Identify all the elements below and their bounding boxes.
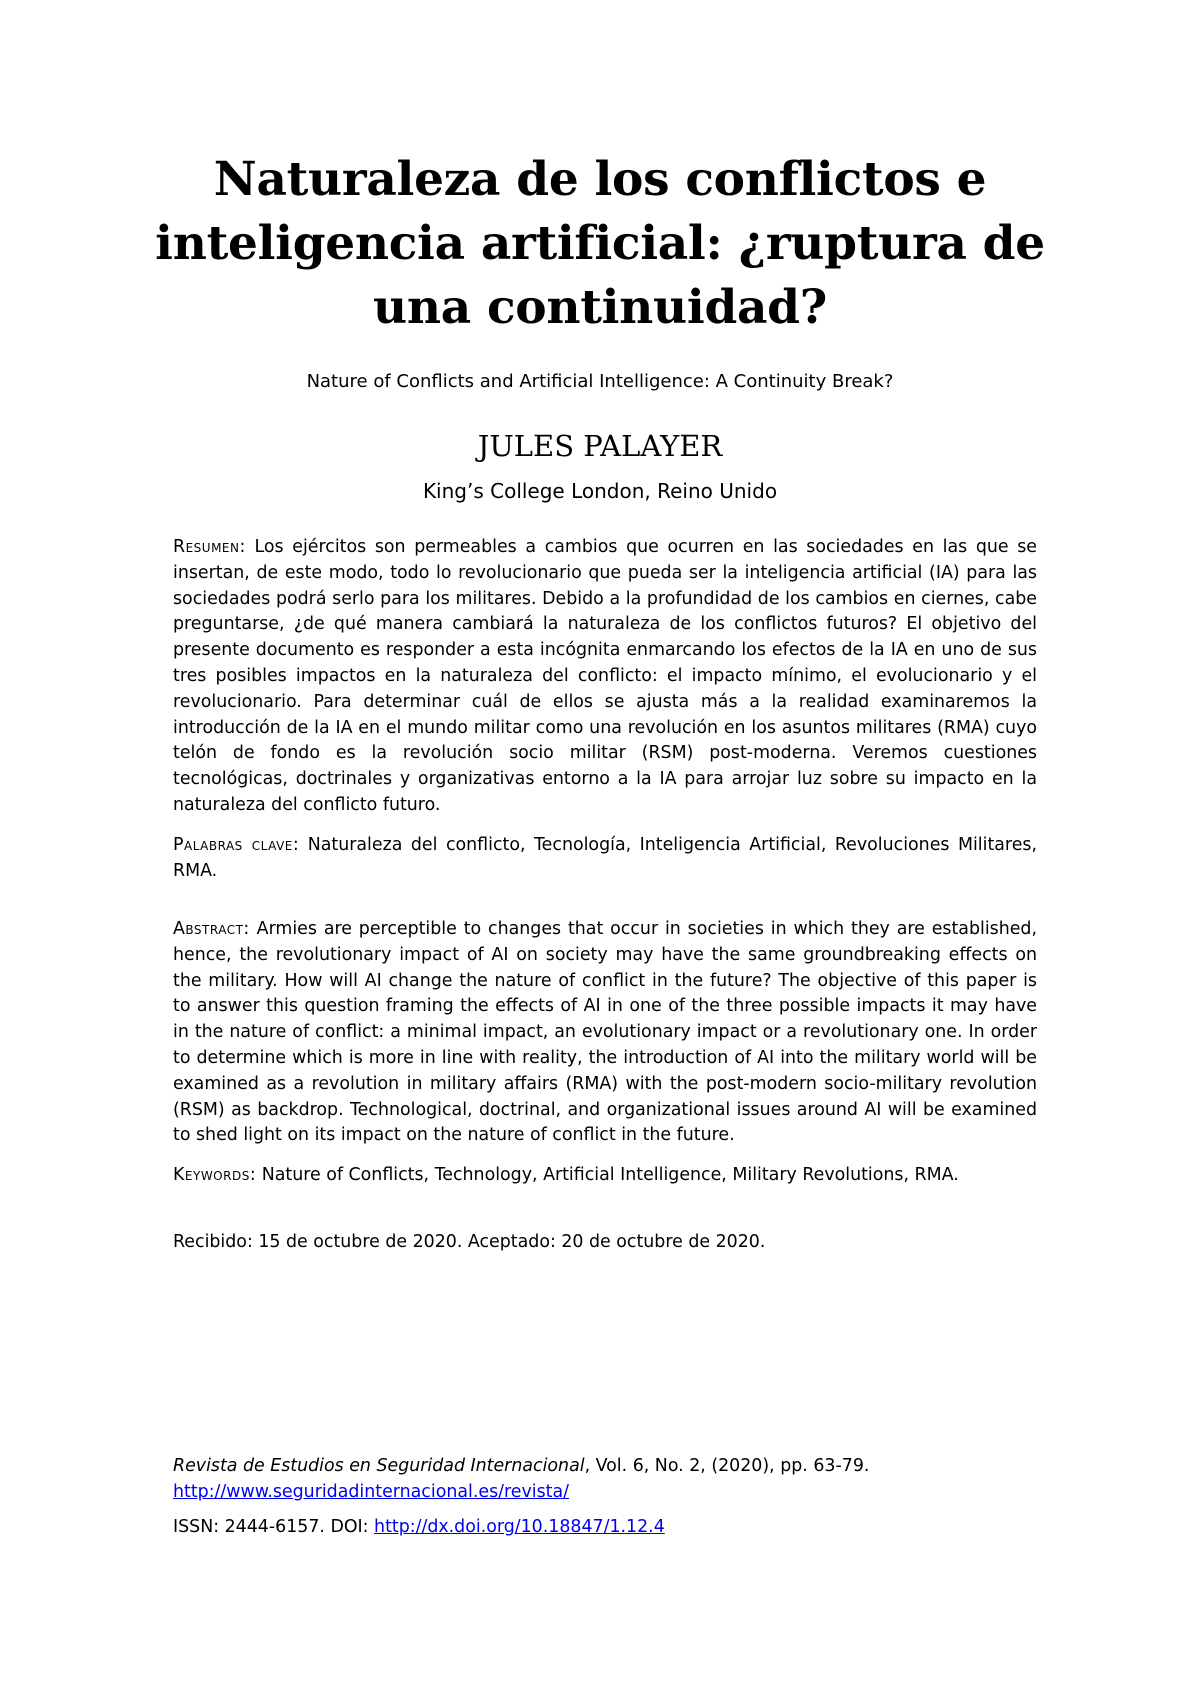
journal-url-link[interactable]: http://www.seguridadinternacional.es/revista/: [173, 1481, 569, 1502]
title-line-2: inteligencia artificial: ¿ruptura de: [155, 216, 1045, 271]
resumen-section: [173, 535, 1037, 819]
title-line-1: Naturaleza de los conflictos e: [213, 152, 987, 207]
title-line-3: una continuidad?: [373, 280, 827, 335]
keywords-text: Nature of Conflicts, Technology, Artificial Intelligence, Military Revolutions, RMA.: [261, 1165, 959, 1185]
palabras-clave-text: Naturaleza del conflicto, Tecnología, Inteligencia Artificial, Revoluciones Militares, RMA.: [173, 835, 1037, 881]
resumen-label: Resumen:: [173, 537, 246, 557]
keywords-section: [173, 1163, 1037, 1189]
palabras-clave-section: [173, 833, 1037, 885]
abstract-section: [173, 917, 1037, 1149]
keywords-label: Keywords:: [173, 1165, 257, 1185]
english-subtitle: Nature of Conflicts and Artificial Intelligence: A Continuity Break?: [306, 371, 894, 392]
citation-details: , Vol. 6, No. 2, (2020), pp. 63-79.: [584, 1456, 870, 1476]
journal-citation: [173, 1454, 1037, 1506]
resumen-text: Los ejércitos son permeables a cambios que ocurren en las sociedades en las que se insertan, de este modo, todo lo revolucionario que pueda ser la inteligencia artificial (IA) para las sociedades podrá serlo para los militares. Debido a la profundidad de los cambios en ciernes, cabe preguntarse, ¿de qué manera cambiará la naturaleza de los conflictos futuros? El objetivo del presente documento es responder a esta incógnita enmarcando los efectos de la IA en uno de sus tres posibles impactos en la naturaleza del conflicto: el impacto mínimo, el evolucionario y el revolucionario. Para determinar cuál de ellos se ajusta más a la realidad examinaremos la introducción de la IA en el mundo militar como una revolución en los asuntos militares (RMA) cuyo telón de fondo es la revolución socio militar (RSM) post-moderna. Veremos cuestiones tecnológicas, doctrinales y organizativas entorno a la IA para arrojar luz sobre su impacto en la naturaleza del conflicto futuro.: [173, 537, 1038, 815]
abstract-label: Abstract:: [173, 919, 250, 939]
received-accepted-dates: Recibido: 15 de octubre de 2020. Aceptado: 20 de octubre de 2020.: [173, 1232, 766, 1252]
palabras-clave-label: Palabras clave:: [173, 835, 300, 855]
doi-link[interactable]: http://dx.doi.org/10.18847/1.12.4: [374, 1517, 665, 1537]
author-affiliation: King’s College London, Reino Unido: [422, 479, 778, 503]
issn-doi-line: [173, 1515, 1037, 1541]
author-name: JULES PALAYER: [477, 429, 723, 463]
page-title: [150, 148, 1050, 340]
journal-name: Revista de Estudios en Seguridad Internacional: [173, 1456, 585, 1476]
issn-text: ISSN: 2444-6157. DOI:: [173, 1517, 375, 1537]
abstract-text: Armies are perceptible to changes that occur in societies in which they are established, hence, the revolutionary impact of AI on society may have the same groundbreaking effects on the military. How will AI change the nature of conflict in the future? The objective of this paper is to answer this question framing the effects of AI in one of the three possible impacts it may have in the nature of conflict: a minimal impact, an evolutionary impact or a revolutionary one. In order to determine which is more in line with reality, the introduction of AI into the military world will be examined as a revolution in military affairs (RMA) with the post-modern socio-military revolution (RSM) as backdrop. Technological, doctrinal, and organizational issues around AI will be examined to shed light on its impact on the nature of conflict in the future.: [173, 919, 1037, 1146]
